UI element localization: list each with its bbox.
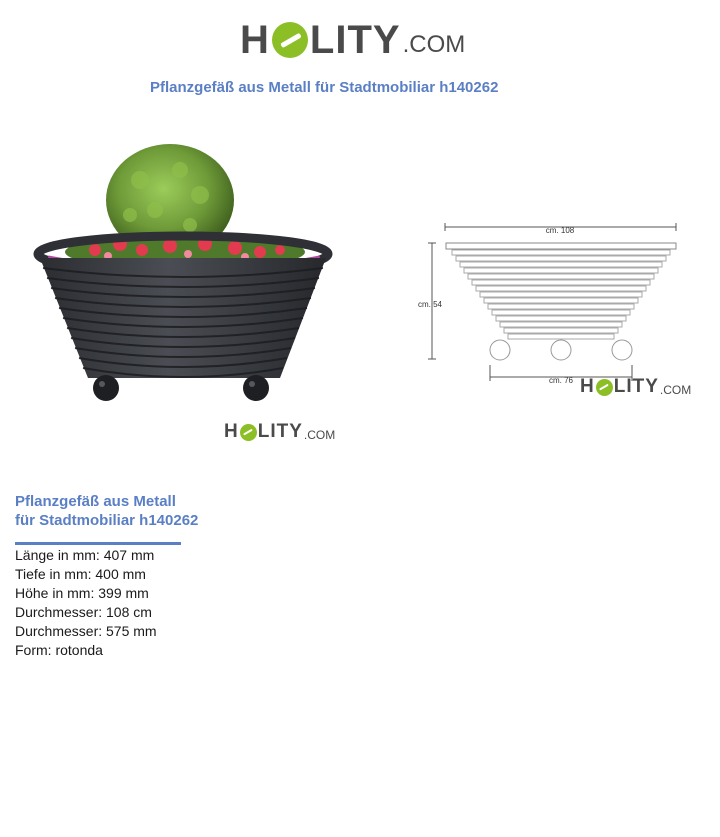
- product-title: [15, 492, 235, 530]
- logo-circle-icon: [240, 424, 257, 441]
- logo-circle-icon: [272, 22, 308, 58]
- spec-list: [15, 546, 157, 660]
- product-title-line: für Stadtmobiliar h140262: [15, 512, 199, 529]
- logo-suffix: .COM: [402, 31, 466, 58]
- holity-logo-drawing: [580, 375, 691, 399]
- spec-item: Durchmesser: 108 cm: [15, 604, 152, 620]
- logo-suffix: .COM: [303, 427, 336, 442]
- dimension-width-label: cm. 108: [545, 226, 575, 235]
- product-title-line: Pflanzgefäß aus Metall: [15, 493, 176, 510]
- logo-text-right: LITY: [309, 17, 401, 62]
- technical-drawing: [410, 215, 700, 385]
- logo-text-left: H: [224, 421, 239, 442]
- logo-circle-icon: [596, 379, 613, 396]
- spec-item: Tiefe in mm: 400 mm: [15, 566, 146, 582]
- holity-logo-small: [224, 420, 335, 444]
- page-title: Pflanzgefäß aus Metall für Stadtmobiliar h140262: [150, 79, 499, 96]
- spec-item: Form: rotonda: [15, 642, 103, 658]
- logo-text-right: LITY: [613, 376, 659, 397]
- logo-text-left: H: [580, 376, 595, 397]
- spec-item: Durchmesser: 575 mm: [15, 623, 157, 639]
- holity-logo[interactable]: [240, 18, 465, 62]
- title-divider: [15, 542, 181, 545]
- logo-text-right: LITY: [257, 421, 303, 442]
- logo-text-left: H: [240, 17, 270, 62]
- product-image: [30, 140, 340, 410]
- logo-suffix: .COM: [659, 382, 692, 397]
- spec-item: Höhe in mm: 399 mm: [15, 585, 149, 601]
- spec-item: Länge in mm: 407 mm: [15, 547, 155, 563]
- dimension-height-label: cm. 54: [418, 300, 443, 309]
- dimension-base-label: cm. 76: [548, 376, 574, 385]
